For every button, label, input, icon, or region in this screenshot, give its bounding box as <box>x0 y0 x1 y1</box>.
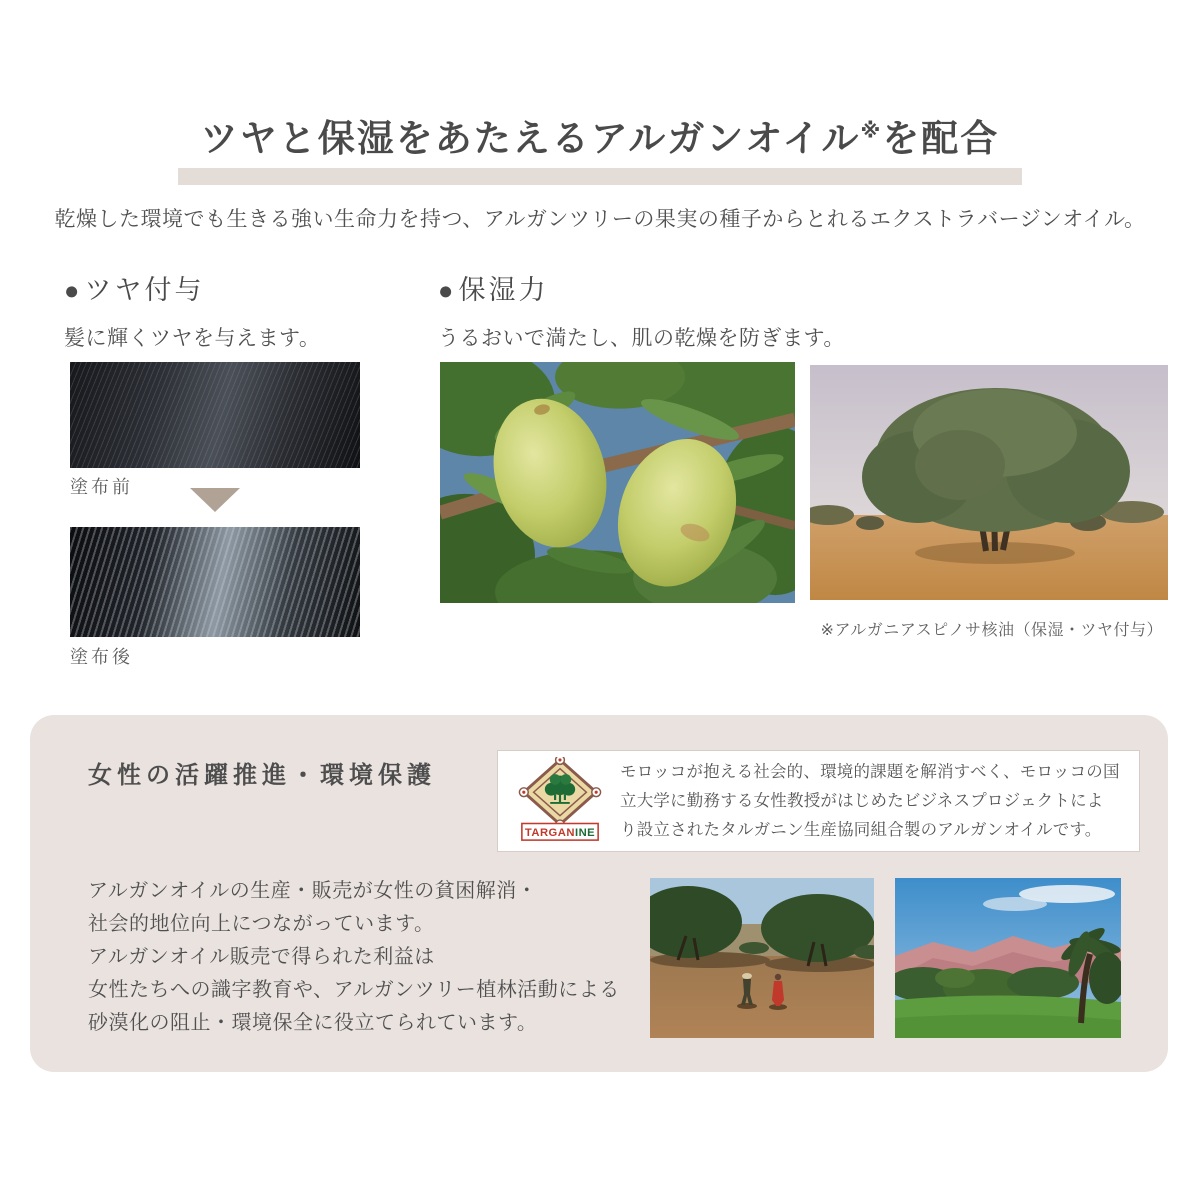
gloss-description: 髪に輝くツヤを与えます。 <box>64 327 321 350</box>
moisture-heading-label: 保湿力 <box>458 275 549 305</box>
initiative-body-line: アルガンオイル販売で得られた利益は <box>88 946 435 968</box>
gloss-heading-label: ツヤ付与 <box>84 275 205 305</box>
logo-text-green: INE <box>574 827 596 840</box>
page-title <box>0 108 1200 162</box>
moisture-section-heading <box>438 268 549 307</box>
ingredient-footnote: ※アルガニアスピノサ核油（保湿・ツヤ付与） <box>820 622 1163 639</box>
after-application-label: 塗布後 <box>70 647 133 667</box>
moisture-description: うるおいで満たし、肌の乾燥を防ぎます。 <box>438 327 845 350</box>
targanine-logo <box>514 757 606 845</box>
svg-text:TARGANINE <box>525 827 595 839</box>
gloss-section-heading <box>64 268 205 307</box>
logo-text-red: TARGAN <box>524 827 575 840</box>
bullet-icon: ● <box>438 277 457 305</box>
initiative-body-line: アルガンオイルの生産・販売が女性の貧困解消・ <box>88 880 538 902</box>
argan-fruit-photo <box>440 362 795 603</box>
cooperative-description-line: モロッコが抱える社会的、環境的課題を解消すべく、モロッコの国 <box>620 762 1120 781</box>
page-title-main: ツヤと保湿をあたえるアルガンオイル <box>200 118 861 159</box>
initiative-heading: 女性の活躍推進・環境保護 <box>88 762 436 789</box>
cooperative-info-box <box>497 750 1140 852</box>
bullet-icon: ● <box>64 277 83 305</box>
initiative-body-text <box>88 875 620 1040</box>
cooperative-description-line: 立大学に勤務する女性教授がはじめたビジネスプロジェクトによ <box>620 791 1104 810</box>
down-arrow-icon <box>190 488 240 512</box>
initiative-panel <box>30 715 1168 1072</box>
cooperative-description <box>620 758 1120 845</box>
before-application-label: 塗布前 <box>70 477 133 497</box>
initiative-body-line: 砂漠化の阻止・環境保全に役立てられています。 <box>88 1012 538 1034</box>
cooperative-description-line: り設立されたタルガニン生産協同組合製のアルガンオイルです。 <box>620 820 1102 839</box>
title-reference-mark: ※ <box>860 120 883 143</box>
initiative-body-line: 社会的地位向上につながっています。 <box>88 913 435 935</box>
hair-after-photo <box>70 527 360 637</box>
hair-before-photo <box>70 362 360 468</box>
title-underline-bar <box>178 168 1022 185</box>
initiative-body-line: 女性たちへの識字教育や、アルガンツリー植林活動による <box>88 979 620 1001</box>
page-title-tail: を配合 <box>882 118 1000 159</box>
argan-tree-photo <box>810 365 1168 600</box>
page-subtitle: 乾燥した環境でも生きる強い生命力を持つ、アルガンツリーの果実の種子からとれるエクストラバージンオイル。 <box>54 208 1146 231</box>
argan-field-people-photo <box>650 878 874 1038</box>
oasis-landscape-photo <box>895 878 1121 1038</box>
